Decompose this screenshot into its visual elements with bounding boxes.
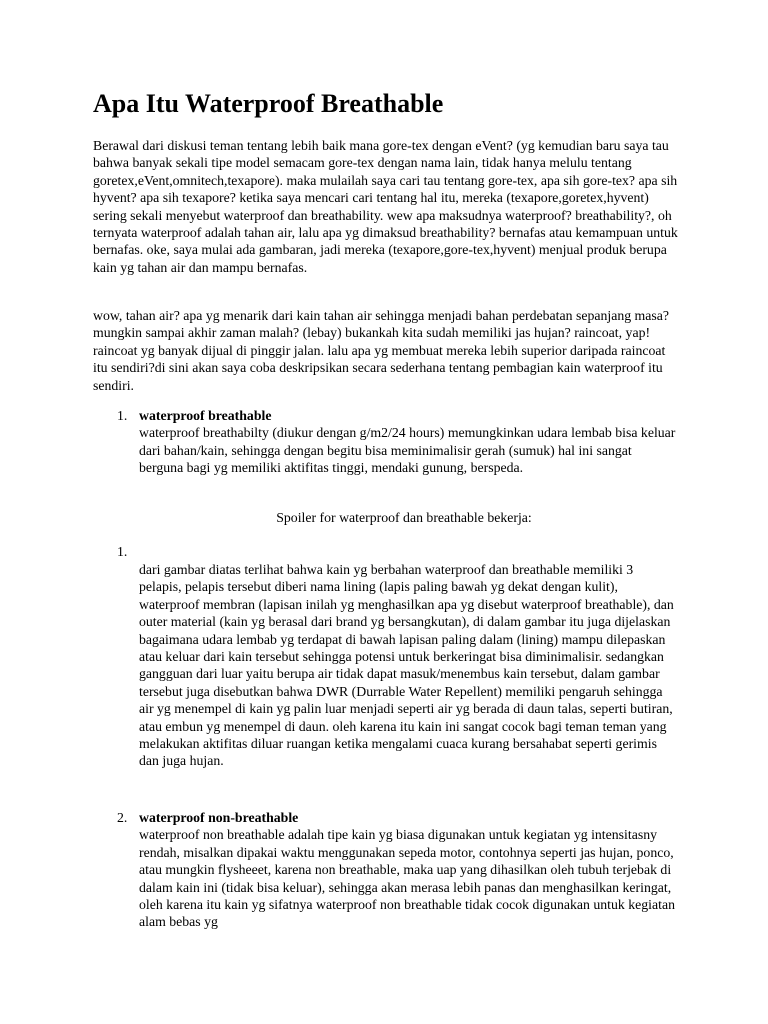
list-item-text: waterproof non breathable adalah tipe kain yg biasa digunakan untuk kegiatan yg intensitasny rendah, misalkan dipakai waktu menggunakan sepeda motor, contohnya seperti jas hujan, ponco, atau mungkin flysheeet, karena non breathable, maka uap yang dihasilkan oleh tubuh terjebak di dalam kain ini (tidak bisa keluar), sehingga akan merasa lebih panas dan menghasilkan keringat, oleh karena itu kain yg sifatnya waterproof non breathable tidak cocok digunakan untuk kegiatan alam bebas yg (139, 827, 675, 930)
intro-paragraph-1: Berawal dari diskusi teman tentang lebih baik mana gore-tex dengan eVent? (yg kemudian baru saya tau bahwa banyak sekali tipe model semacam gore-tex dengan nama lain, tidak hanya melulu tentang goretex,eVent,omnitech,texapore). maka mulailah saya cari tau tentang gore-tex, apa sih gore-tex? apa sih hyvent? apa sih texapore? ketika saya mencari cari tentang hal itu, mereka (texapore,goretex,hyvent) sering sekali menyebut waterproof dan breathability. wew apa maksudnya waterproof? breathability?, oh ternyata waterproof adalah tahan air, lalu apa yg dimaksud breathability? bernafas atau kemampuan untuk bernafas. oke, saya mulai ada gambaran, jadi mereka (texapore,gore-tex,hyvent) menjual produk berupa kain yg tahan air dan mampu bernafas. (93, 138, 678, 275)
list-item-title: waterproof non-breathable (139, 810, 299, 825)
list-item-text: waterproof breathabilty (diukur dengan g/m2/24 hours) memungkinkan udara lembab bisa keluar dari bahan/kain, sehingga dengan begitu bisa meminimalisir gerah (sumuk) hal ini sangat berguna bagi yg memiliki aktifitas tinggi, mendaki gunung, berspeda. (139, 425, 676, 476)
page-title: Apa Itu Waterproof Breathable (93, 89, 444, 118)
list-item-explanation (139, 561, 679, 770)
list-item-waterproof-non-breathable (139, 809, 679, 931)
list-item-waterproof-breathable (139, 407, 679, 477)
list-item-text: dari gambar diatas terlihat bahwa kain yg berbahan waterproof dan breathable memiliki 3 pelapis, pelapis tersebut diberi nama lining (lapis paling bawah yg dekat dengan kulit), waterproof membran (lapisan inilah yg menghasilkan apa yg disebut waterproof breathable), dan outer material (kain yg berasal dari brand yg bersangkutan), di dalam gambar itu juga dijelaskan bagaimana udara lembab yg terdapat di bawah lapisan paling dalam (lining) mampu dilepaskan atau keluar dari kain tersebut sehingga potensi untuk berkeringat bisa diminimalisir. sedangkan gangguan dari luar yaitu berupa air tidak dapat masuk/menembus kain tersebut, dalam gambar tersebut juga disebutkan bahwa DWR (Durrable Water Repellent) memiliki pengaruh sehingga air yg menempel di kain yg palin luar menjadi seperti air yg berada di daun talas, seperti butiran, atau embun yg menempel di daun. oleh karena itu kain ini sangat cocok bagi teman teman yang melakukan aktifitas diluar ruangan ketika mengalami cuaca kurang bersahabat seperti gerimis dan juga hujan. (139, 562, 674, 769)
list-number-1: 1. (117, 408, 128, 423)
spoiler-label: Spoiler for waterproof dan breathable bekerja: (276, 510, 532, 525)
list-number-2: 2. (117, 810, 128, 825)
intro-paragraph-2: wow, tahan air? apa yg menarik dari kain tahan air sehingga menjadi bahan perdebatan sepanjang masa? mungkin sampai akhir zaman malah? (lebay) bukankah kita sudah memiliki jas hujan? raincoat, yap! raincoat yg banyak dijual di pinggir jalan. lalu apa yg membuat mereka lebih superior daripada raincoat itu sendiri?di sini akan saya coba deskripsikan secara sederhana tentang pembagian kain waterproof itu sendiri. (93, 308, 670, 393)
list-item-title: waterproof breathable (139, 408, 272, 423)
list-number-1b: 1. (117, 544, 128, 559)
